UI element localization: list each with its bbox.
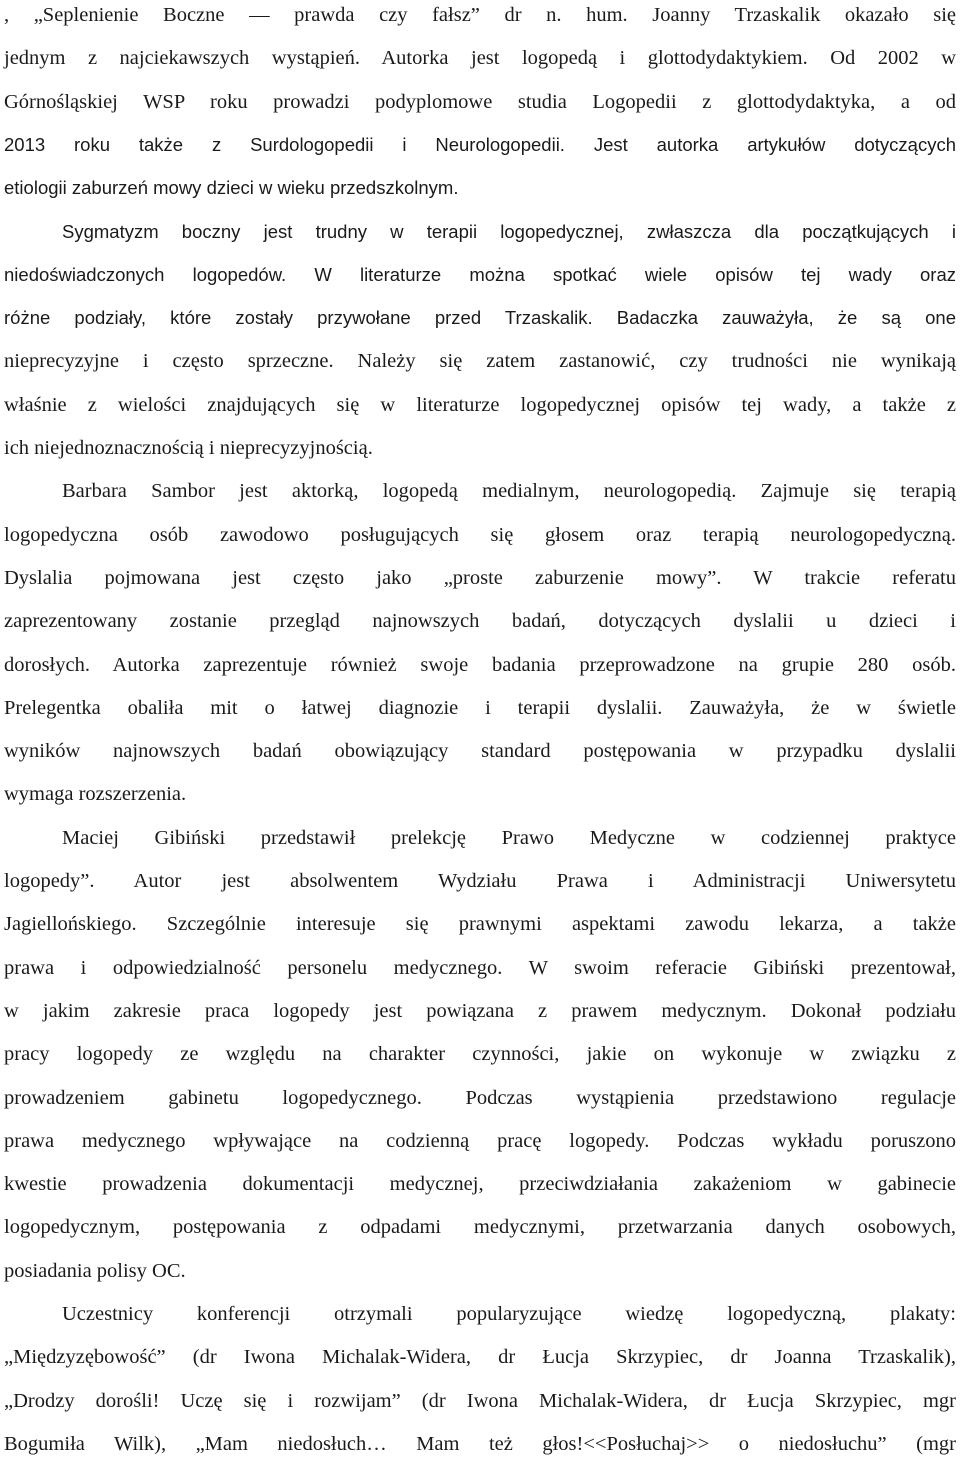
text-line: prawa i odpowiedzialność personelu medycznego. W swoim referacie Gibiński prezentował, bbox=[4, 956, 956, 979]
text-line: Uczestnicy konferencji otrzymali popularyzujące wiedzę logopedyczną, plakaty: bbox=[62, 1303, 956, 1325]
text-line: , „Seplenienie Boczne ― prawda czy fałsz” dr n. hum. Joanny Trzaskalik okazało się bbox=[4, 4, 956, 26]
text-line: w jakim zakresie praca logopedy jest powiązana z prawem medycznym. Dokonał podziału bbox=[4, 999, 956, 1022]
text-line: nieprecyzyjne i często sprzeczne. Należy się zatem zastanowić, czy trudności nie wynikają bbox=[4, 350, 956, 373]
text-line: posiadania polisy OC. bbox=[4, 1259, 186, 1282]
text-line: pracy logopedy ze względu na charakter czynności, jakie on wykonuje w związku z bbox=[4, 1043, 956, 1066]
text-line: Jagiellońskiego. Szczególnie interesuje się prawnymi aspektami zawodu lekarza, a także bbox=[4, 913, 956, 936]
text-line: zaprezentowany zostanie przegląd najnowszych badań, dotyczących dyslalii u dzieci i bbox=[4, 610, 956, 633]
text-line: Bogumiła Wilk), „Mam niedosłuch… Mam też głos!<<Posłuchaj>> o niedosłuchu” (mgr bbox=[4, 1432, 956, 1455]
text-line: „Międzyzębowość” (dr Iwona Michalak-Widera, dr Łucja Skrzypiec, dr Joanna Trzaskalik), bbox=[4, 1346, 956, 1369]
text-line: ich niejednoznacznością i nieprecyzyjnością. bbox=[4, 437, 373, 459]
text-line: logopedy”. Autor jest absolwentem Wydziału Prawa i Administracji Uniwersytetu bbox=[4, 870, 956, 892]
text-line: różne podziały, które zostały przywołane przed Trzaskalik. Badaczka zauważyła, że są one bbox=[4, 307, 956, 329]
text-line: jednym z najciekawszych wystąpień. Autorka jest logopedą i glottodydaktykiem. Od 2002 w bbox=[4, 47, 956, 70]
text-line: kwestie prowadzenia dokumentacji medycznej, przeciwdziałania zakażeniom w gabinecie bbox=[4, 1173, 956, 1196]
text-line: Prelegentka obaliła mit o łatwej diagnozie i terapii dyslalii. Zauważyła, że w świetle bbox=[4, 696, 956, 719]
text-line: właśnie z wielości znajdujących się w literaturze logopedycznej opisów tej wady, a także z bbox=[4, 393, 956, 416]
text-line: etiologii zaburzeń mowy dzieci w wieku przedszkolnym. bbox=[4, 177, 459, 199]
text-line: Górnośląskiej WSP roku prowadzi podyplomowe studia Logopedii z glottodydaktyka, a od bbox=[4, 90, 956, 113]
text-line: logopedycznym, postępowania z odpadami medycznymi, przetwarzania danych osobowych, bbox=[4, 1216, 956, 1239]
text-line: prowadzeniem gabinetu logopedycznego. Podczas wystąpienia przedstawiono regulacje bbox=[4, 1086, 956, 1109]
text-line: Dyslalia pojmowana jest często jako „proste zaburzenie mowy”. W trakcie referatu bbox=[4, 566, 956, 589]
text-line: Maciej Gibiński przedstawił prelekcję Prawo Medyczne w codziennej praktyce bbox=[62, 826, 956, 849]
text-line: niedoświadczonych logopedów. W literaturze można spotkać wiele opisów tej wady oraz bbox=[4, 263, 956, 285]
text-line: prawa medycznego wpływające na codzienną pracę logopedy. Podczas wykładu poruszono bbox=[4, 1129, 956, 1152]
text-line: dorosłych. Autorka zaprezentuje również swoje badania przeprowadzone na grupie 280 osób. bbox=[4, 653, 956, 676]
text-line: wyników najnowszych badań obowiązujący standard postępowania w przypadku dyslalii bbox=[4, 740, 956, 763]
text-line: Barbara Sambor jest aktorką, logopedą medialnym, neurologopedią. Zajmuje się terapią bbox=[62, 480, 956, 503]
text-line: logopedyczna osób zawodowo posługujących się głosem oraz terapią neurologopedyczną. bbox=[4, 523, 956, 546]
text-line: wymaga rozszerzenia. bbox=[4, 783, 187, 806]
text-line: 2013 roku także z Surdologopedii i Neurologopedii. Jest autorka artykułów dotyczących bbox=[4, 133, 956, 155]
text-line: „Drodzy dorośli! Uczę się i rozwijam” (dr Iwona Michalak-Widera, dr Łucja Skrzypiec, mgr bbox=[4, 1389, 956, 1412]
text-line: Sygmatyzm boczny jest trudny w terapii logopedycznej, zwłaszcza dla początkujących i bbox=[62, 220, 956, 242]
